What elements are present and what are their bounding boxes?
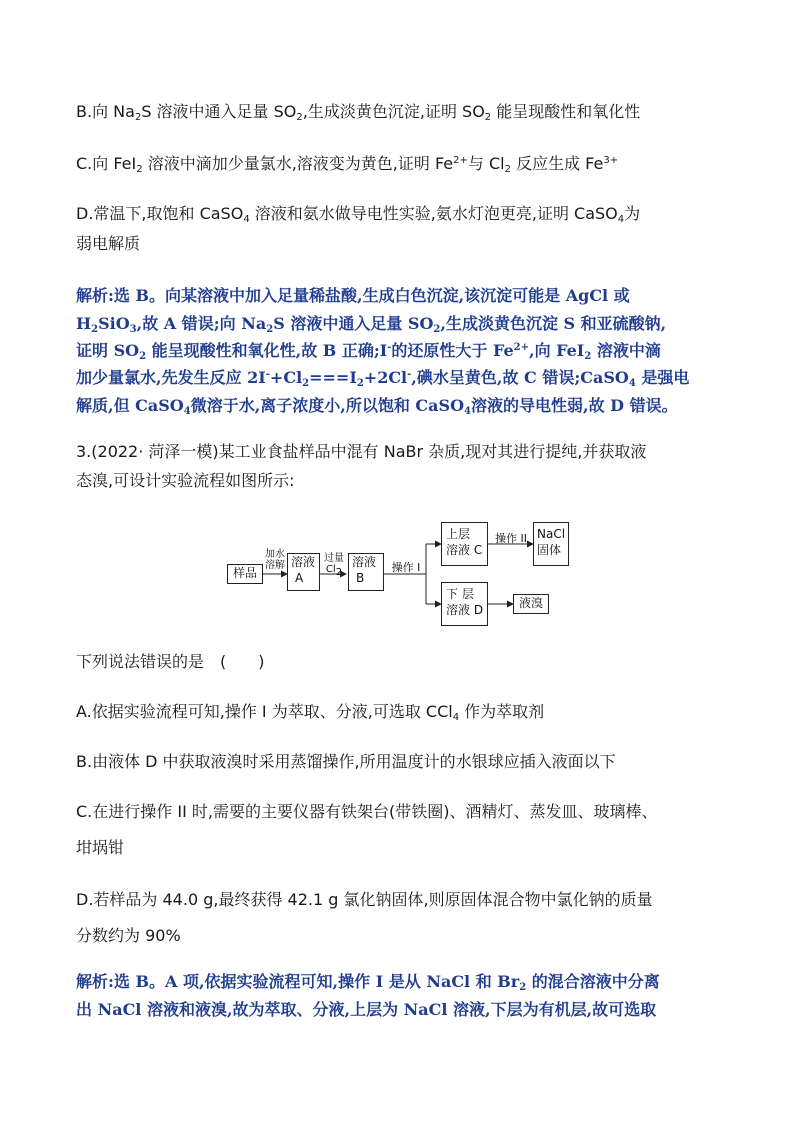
option-a: A.依据实验流程可知,操作 I 为萃取、分液,可选取 CCl$_4$ 作为萃取剂 bbox=[76, 702, 545, 723]
option-d-line1: D.若样品为 44.0 g,最终获得 42.1 g 氯化钠固体,则原固体混合物中氯化钠的质量 bbox=[76, 890, 653, 909]
step2-label: 过量 $Cl_2$ bbox=[324, 553, 344, 578]
solution-a-box: 溶液 A bbox=[287, 553, 320, 591]
answer-1-line1: 解析:选 B。向某溶液中加入足量稀盐酸,生成白色沉淀,该沉淀可能是 AgCl 或 bbox=[76, 286, 630, 305]
step1-label: 加水 溶解 bbox=[265, 549, 285, 571]
question-3-line1: 3.(2022· 菏泽一模)某工业食盐样品中混有 NaBr 杂质,现对其进行提纯,并获取液 bbox=[76, 442, 647, 461]
question-3-line2: 态溴,可设计实验流程如图所示: bbox=[76, 471, 295, 490]
answer-1-line5: 解质,但 CaSO$_4$微溶于水,离子浓度小,所以饱和 CaSO$_4$溶液的导电性弱,故 D 错误。 bbox=[76, 396, 678, 417]
upper-layer-box: 上层 溶液 C bbox=[441, 522, 488, 566]
nacl-solid-box: NaCl 固体 bbox=[533, 522, 569, 566]
answer-1-line3: 证明 $SO_2$ 能呈现酸性和氧化性,故 B 正确;I-的还原性大于 $Fe^{2+}$,向 FeI$_2$ 溶液中滴 bbox=[76, 341, 661, 362]
answer-1-line2: $H_2SiO_3$,故 A 错误;向 $Na_2S$ 溶液中通入足量 $SO_2$,生成淡黄色沉淀 S 和亚硫酸钠, bbox=[76, 314, 667, 335]
answer-2-line1: 解析:选 B。A 项,依据实验流程可知,操作 I 是从 NaCl 和 $Br_2$ 的混合溶液中分离 bbox=[76, 972, 660, 993]
option-d-prev-line2: 弱电解质 bbox=[76, 234, 141, 253]
option-d-prev: D.常温下,取饱和 CaSO$_4$ 溶液和氨水做导电性实验,氨水灯泡更亮,证明 CaSO$_4$为 bbox=[76, 204, 641, 225]
question-stem: 下列说法错误的是 ( ) bbox=[76, 652, 265, 671]
operation-2-label: 操作 II bbox=[495, 532, 527, 545]
option-b-prev: B.向 $Na_2S$ 溶液中通入足量 $SO_2$,生成淡黄色沉淀,证明 $SO_2$ 能呈现酸性和氧化性 bbox=[76, 102, 641, 123]
option-c-line1: C.在进行操作 II 时,需要的主要仪器有铁架台(带铁圈)、酒精灯、蒸发皿、玻璃棒、 bbox=[76, 802, 658, 821]
answer-1-line4: 加少量氯水,先发生反应 $2I^-+Cl_2===I_2+2Cl^-$,碘水呈黄色,故 C 错误;CaSO$_4$ 是强电 bbox=[76, 368, 690, 389]
answer-2-line2: 出 NaCl 溶液和液溴,故为萃取、分液,上层为 NaCl 溶液,下层为有机层,故可选取 bbox=[76, 1000, 657, 1019]
option-d-line2: 分数约为 90% bbox=[76, 926, 181, 945]
liquid-bromine-box: 液溴 bbox=[513, 594, 549, 614]
solution-b-box: 溶液 B bbox=[348, 553, 384, 591]
sample-box: 样品 bbox=[227, 564, 263, 584]
option-c-line2: 坩埚钳 bbox=[76, 838, 125, 857]
option-c-prev: C.向 FeI$_2$ 溶液中滴加少量氯水,溶液变为黄色,证明 $Fe^{2+}$与 $Cl_2$ 反应生成 $Fe^{3+}$ bbox=[76, 154, 619, 175]
option-b: B.由液体 D 中获取液溴时采用蒸馏操作,所用温度计的水银球应插入液面以下 bbox=[76, 752, 616, 771]
operation-1-label: 操作 I bbox=[391, 561, 421, 574]
lower-layer-box: 下 层 溶液 D bbox=[441, 582, 488, 626]
